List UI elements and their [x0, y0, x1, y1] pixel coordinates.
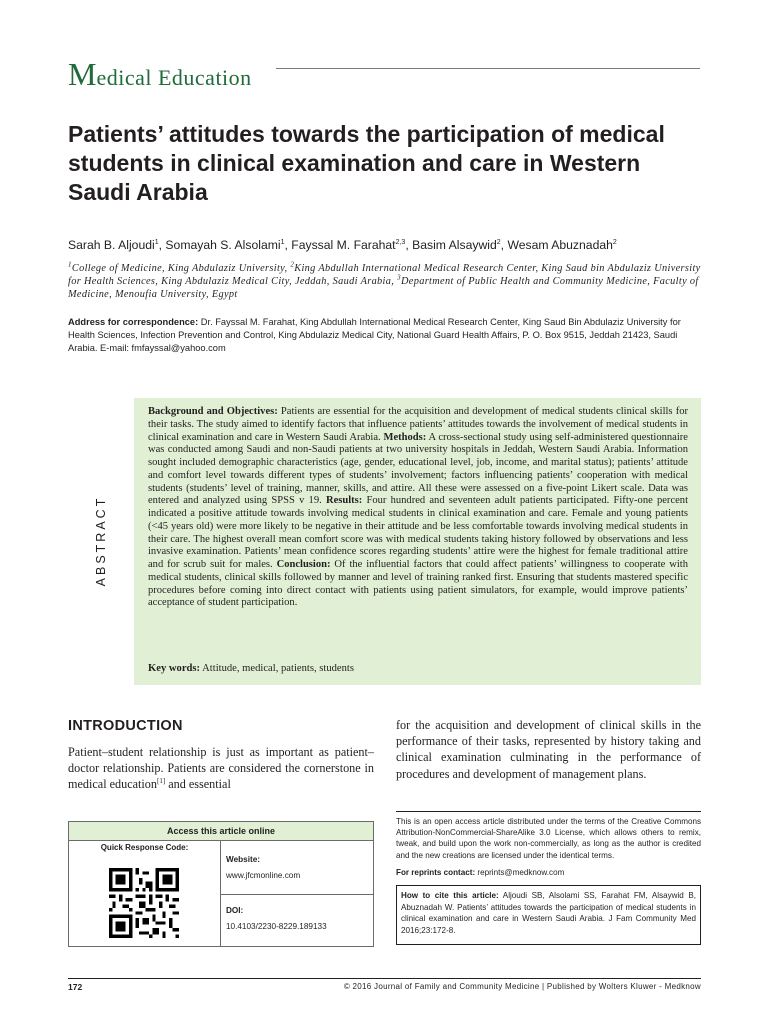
- affiliations: [68, 262, 702, 301]
- reprints-email[interactable]: reprints@medknow.com: [475, 868, 565, 877]
- introduction-right-column: for the acquisition and development of clinical skills in the performance of their tasks, represented by history taking and clinical examination culminating in the performance of procedures and development of management plans.: [396, 718, 701, 781]
- affiliation-text: College of Medicine, King Abdulaziz University,: [71, 263, 291, 274]
- abstract-conclusion-label: Conclusion:: [276, 559, 331, 570]
- keywords-label: Key words:: [148, 663, 201, 674]
- abstract-box: [68, 398, 701, 685]
- introduction-left-column: [68, 744, 374, 793]
- affiliation-sup: 3: [397, 273, 401, 282]
- abstract-background-label: Background and Objectives:: [148, 406, 278, 417]
- license-rule: [396, 811, 701, 812]
- citation-ref[interactable]: [1]: [157, 777, 166, 786]
- introduction-text: Patient–student relationship is just as important as patient–doctor relationship. Patients are considered the cornerstone in medical education: [68, 745, 374, 792]
- author-affiliation-sup: 1: [280, 238, 285, 246]
- author-name: Sarah B. Aljoudi: [68, 238, 155, 252]
- website-link[interactable]: www.jfcmonline.com: [226, 871, 301, 880]
- keywords-text: Attitude, medical, patients, students: [200, 663, 354, 674]
- correspondence-label: Address for correspondence:: [68, 317, 199, 327]
- access-box-divider: [221, 894, 373, 895]
- author-name: Fayssal M. Farahat: [291, 238, 396, 252]
- correspondence-text: Dr. Fayssal M. Farahat, King Abdullah International Medical Research Center, King Saud Bin Abdulaziz University for Health Sciences, Infection Prevention and Control, King Abdulaziz Medical City, National Guard Health Affairs, P. O. Box 9515, Jeddah 21423, Saudi Arabia. E-mail: fmfayssal@yahoo.com: [68, 317, 681, 353]
- citation-text: Aljoudi SB, Alsolami SS, Farahat FM, Alsaywid B, Abuznadah W. Patients’ attitudes towards the participation of medical students in clinical examination and care in Western Saudi Arabia. J Fam Community Med 2016;23:172-8.: [401, 891, 696, 935]
- access-box-title: Access this article online: [69, 822, 373, 841]
- affiliation-text: Department of Public Health and Community Medicine, Faculty of Medicine, Menoufia University, Egypt: [68, 276, 699, 300]
- introduction-text-end: and essential: [165, 777, 231, 792]
- abstract-label-text: ABSTRACT: [94, 495, 108, 587]
- author-name: Wesam Abuznadah: [507, 238, 613, 252]
- introduction-heading: INTRODUCTION: [68, 718, 183, 734]
- author-separator: ,: [158, 238, 166, 252]
- affiliation-sup: 1: [68, 260, 72, 269]
- footer-rule: [68, 978, 701, 979]
- abstract-methods-label: Methods:: [383, 431, 427, 443]
- author-name: Basim Alsaywid: [412, 238, 497, 252]
- doi-label: DOI:: [226, 906, 244, 915]
- page-number: 172: [68, 982, 83, 992]
- footer-publisher: © 2016 Journal of Family and Community Medicine | Published by Wolters Kluwer - Medknow: [343, 982, 701, 991]
- affiliation-sup: 2: [290, 260, 295, 269]
- section-initial: M: [68, 56, 97, 92]
- author-affiliation-sup: 2,3: [395, 238, 406, 246]
- header-rule: [276, 68, 700, 69]
- reprints-label: For reprints contact:: [396, 868, 476, 877]
- author-separator: ,: [500, 238, 508, 252]
- abstract-results-label: Results:: [325, 495, 363, 507]
- qr-code-icon[interactable]: [109, 868, 179, 938]
- citation-label: How to cite this article:: [401, 891, 499, 900]
- author-separator: ,: [405, 238, 413, 252]
- abstract-background-text: Patients are essential for the acquisition and development of medical students clinical skills for their tasks. The study aimed to identify factors that influence patients’ attitudes towards the involvement of medical students in clinical examination and care in Western Saudi Arabia.: [148, 406, 688, 443]
- access-article-box: [68, 821, 374, 947]
- abstract-body: [134, 398, 701, 685]
- abstract-results-text: Four hundred and seventeen adult patients participated. Fifty-one percent indicated a positive attitude towards involving medical students in clinical examination and care. Female and young patients (<45 years old) were more likely to be negative in their attitude and be less comfortable towards involving medical students in their care. The highest overall mean comfort score was with medical students taking history followed by observations and less invasive examination. Patients’ mean confidence scores regarding students’ attire were the highest for female traditional attire and for scrub suit for males.: [148, 495, 689, 570]
- abstract-conclusion-text: Of the influential factors that could affect patients’ willingness to cooperate with medical students, clinical skills followed by manner and level of training ranked first. Ensuring that students mastered specific procedures before coming into direct contact with patients using patient simulators, for example, would improve patients’ acceptance of student participation.: [148, 559, 688, 609]
- website-label: Website:: [226, 855, 260, 864]
- author-affiliation-sup: 2: [612, 238, 617, 246]
- qr-cell: [69, 840, 221, 946]
- reprints-contact: [396, 868, 701, 877]
- author-affiliation-sup: 2: [496, 238, 501, 246]
- section-title: edical Education: [96, 65, 252, 90]
- author-name: Somayah S. Alsolami: [165, 238, 281, 252]
- author-affiliation-sup: 1: [154, 238, 159, 246]
- author-separator: ,: [284, 238, 292, 252]
- citation-box: [396, 885, 701, 945]
- doi-link[interactable]: 10.4103/2230-8229.189133: [226, 922, 327, 931]
- author-list: [68, 238, 708, 252]
- qr-label: Quick Response Code:: [100, 843, 189, 852]
- abstract-side-label: [68, 398, 134, 685]
- license-text: This is an open access article distributed under the terms of the Creative Commons Attribution-NonCommercial-ShareAlike 3.0 License, which allows others to remix, tweak, and build upon the work non-commercially, as long as the author is credited and the new creations are licensed under the identical terms.: [396, 817, 701, 860]
- correspondence-address: [68, 316, 702, 355]
- abstract-methods-text: A cross-sectional study using self-administered questionnaire was conducted among Saudi and non-Saudi patients at two university hospitals in Jeddah, Western Saudi Arabia. Information sought included demographic characteristics (age, gender, educational level, job, income, and marital status); patients’ attitude and comfort level towards different types of students’ involvement; factors influencing patients’ cooperation with medical students (students’ level of training, manner, skills, and attire. All these were assessed on a five-point Likert scale. Data was entered and analyzed using SPSS v 19.: [148, 431, 688, 507]
- affiliation-text: King Abdullah International Medical Research Center, King Saud bin Abdulaziz University for Health Sciences, King Abdulaziz Medical City, Jeddah, Saudi Arabia,: [68, 263, 701, 287]
- journal-section-header: [68, 56, 700, 93]
- keywords: [134, 663, 701, 674]
- article-title: Patients’ attitudes towards the participation of medical students in clinical examination and care in Western Saudi Arabia: [68, 121, 665, 205]
